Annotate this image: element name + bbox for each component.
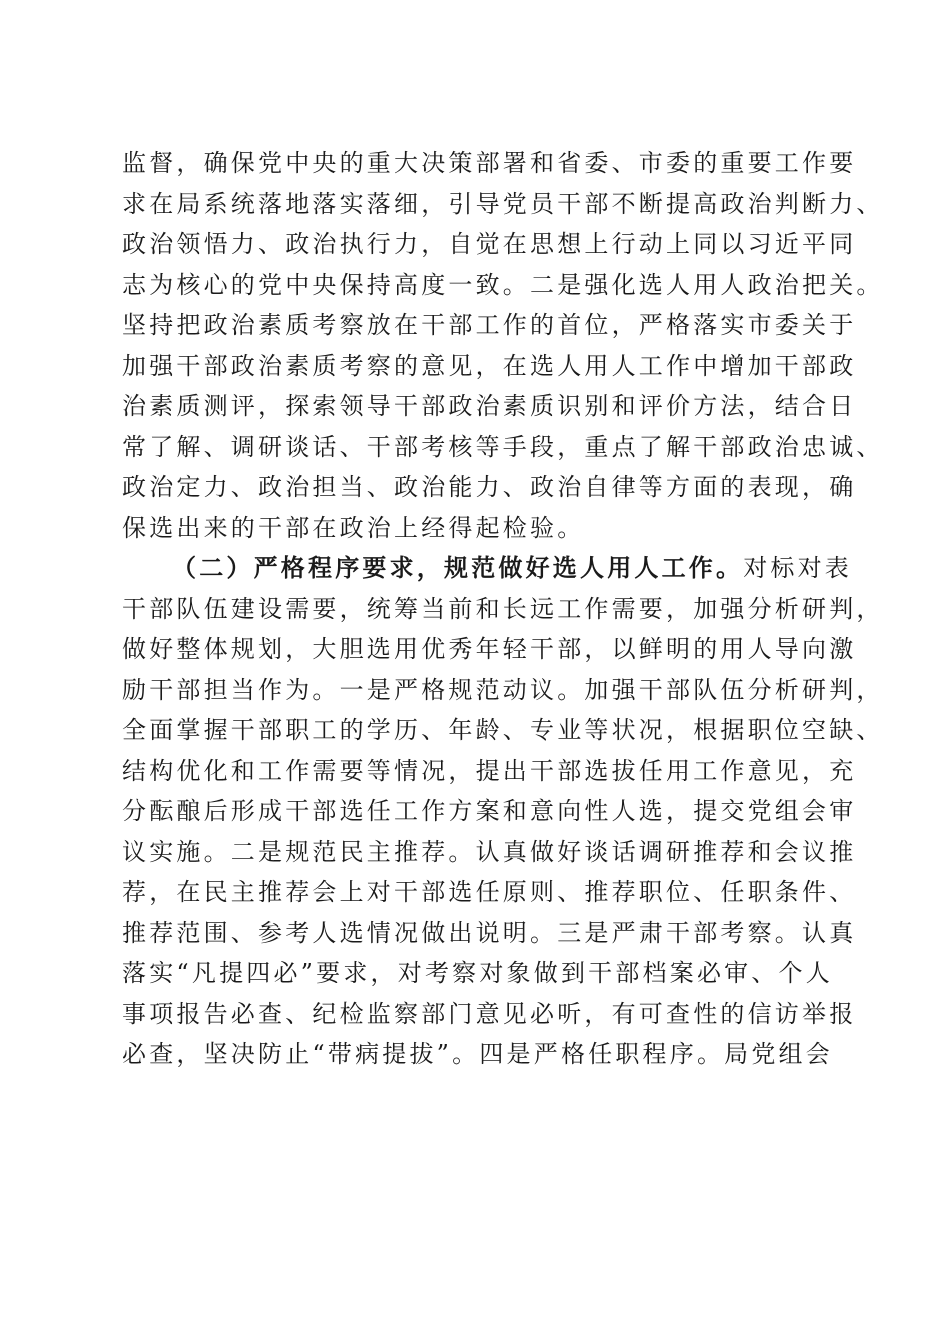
text-line: 励干部担当作为。一是严格规范动议。加强干部队伍分析研判，: [122, 675, 884, 704]
section-heading-line: [122, 548, 853, 589]
text-line: 分酝酿后形成干部选任工作方案和意向性人选，提交党组会审: [122, 797, 857, 825]
text-line: 坚持把政治素质考察放在干部工作的首位，严格落实市委关于: [122, 311, 857, 339]
text-line: 治素质测评，探索领导干部政治素质识别和评价方法，结合日: [122, 392, 857, 420]
text-line: 求在局系统落地落实落细，引导党员干部不断提高政治判断力、: [122, 189, 884, 218]
text-line: 结构优化和工作需要等情况，提出干部选拔任用工作意见，充: [122, 756, 857, 785]
text-line: 志为核心的党中央保持高度一致。二是强化选人用人政治把关。: [122, 270, 884, 299]
text-line: 政治定力、政治担当、政治能力、政治自律等方面的表现，确: [122, 473, 857, 501]
text-line: 落实“凡提四必”要求，对考察对象做到干部档案必审、个人: [122, 959, 833, 987]
document-body: [122, 143, 884, 1075]
text-line: 议实施。二是规范民主推荐。认真做好谈话调研推荐和会议推: [122, 837, 857, 866]
section-heading-tail: 对标对表: [743, 554, 853, 582]
section-heading: （二）严格程序要求，规范做好选人用人工作。: [172, 553, 744, 582]
text-line: 加强干部政治素质考察的意见，在选人用人工作中增加干部政: [122, 351, 857, 380]
text-line: 必查，坚决防止“带病提拔”。四是严格任职程序。局党组会: [122, 1040, 833, 1068]
text-line: 事项报告必查、纪检监察部门意见必听，有可查性的信访举报: [122, 999, 857, 1028]
text-line: 政治领悟力、政治执行力，自觉在思想上行动上同以习近平同: [122, 230, 857, 258]
text-line: 做好整体规划，大胆选用优秀年轻干部，以鲜明的用人导向激: [122, 635, 857, 663]
text-line: 荐，在民主推荐会上对干部选任原则、推荐职位、任职条件、: [122, 878, 857, 906]
text-line: 全面掌握干部职工的学历、年龄、专业等状况，根据职位空缺、: [122, 716, 884, 744]
text-line: 干部队伍建设需要，统筹当前和长远工作需要，加强分析研判，: [122, 594, 884, 623]
text-line: 监督，确保党中央的重大决策部署和省委、市委的重要工作要: [122, 149, 857, 177]
text-line: 保选出来的干部在政治上经得起检验。: [122, 513, 585, 542]
text-line: 常了解、调研谈话、干部考核等手段，重点了解干部政治忠诚、: [122, 432, 884, 461]
text-line: 推荐范围、参考人选情况做出说明。三是严肃干部考察。认真: [122, 918, 857, 947]
